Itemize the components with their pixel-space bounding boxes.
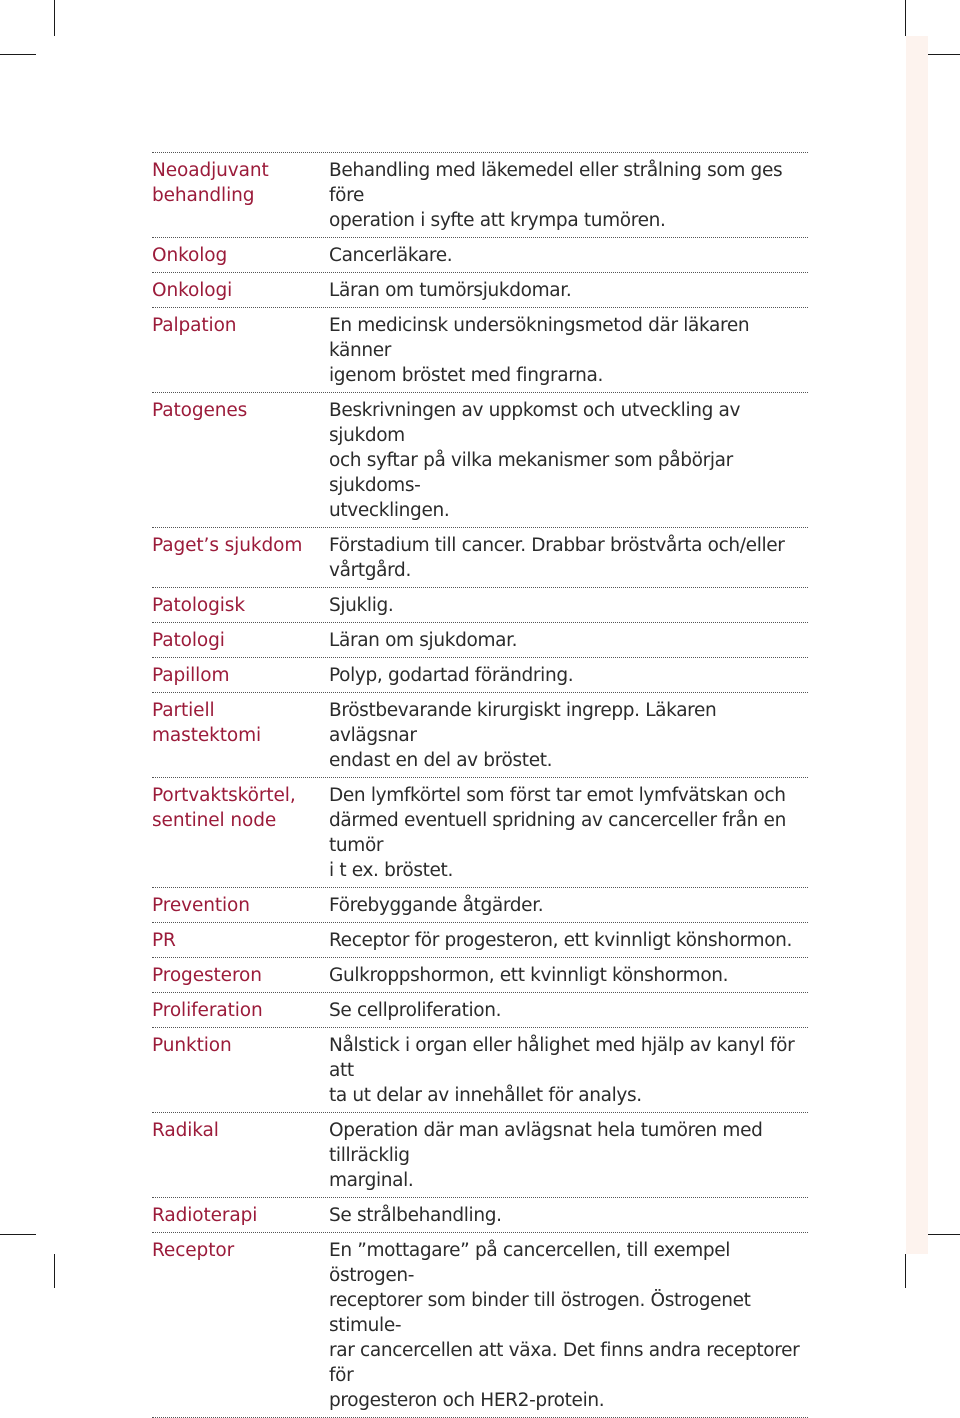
glossary-term: Patogenes: [152, 400, 248, 421]
glossary-row: [152, 393, 808, 528]
crop-mark-bottom-right-vertical: [905, 1254, 906, 1288]
crop-mark-bottom-left-horizontal: [0, 1234, 36, 1235]
glossary-row: [152, 588, 808, 623]
glossary-term: PR: [152, 930, 176, 951]
glossary-row: [152, 888, 808, 923]
glossary-definition: Se strålbehandling.: [329, 1205, 502, 1226]
glossary-term: Punktion: [152, 1035, 232, 1056]
glossary-definition: En medicinsk undersökningsmetod där läkaren känner igenom bröstet med fingrarna.: [329, 315, 750, 386]
glossary-term: Receptor: [152, 1240, 235, 1261]
glossary-row: [152, 623, 808, 658]
crop-mark-top-left-horizontal: [0, 54, 36, 55]
glossary-definition: Läran om sjukdomar.: [329, 630, 518, 651]
glossary-row: [152, 693, 808, 778]
glossary-definition: Förebyggande åtgärder.: [329, 895, 544, 916]
glossary-row: [152, 1113, 808, 1198]
crop-mark-top-right-horizontal: [926, 54, 960, 55]
glossary-definition: Läran om tumörsjukdomar.: [329, 280, 572, 301]
glossary-row: [152, 528, 808, 588]
glossary-definition: Behandling med läkemedel eller strålning som ges före operation i syfte att krympa tumören.: [329, 160, 783, 231]
glossary-term: Radikal: [152, 1120, 219, 1141]
glossary-row: [152, 273, 808, 308]
glossary-row: [152, 923, 808, 958]
glossary-row: [152, 1233, 808, 1418]
glossary-row: [152, 658, 808, 693]
glossary-term: Neoadjuvant behandling: [152, 160, 269, 206]
glossary-definition: Polyp, godartad förändring.: [329, 665, 574, 686]
glossary-definition: Gulkroppshormon, ett kvinnligt könshormon.: [329, 965, 729, 986]
glossary-term: Papillom: [152, 665, 230, 686]
glossary-term: Patologi: [152, 630, 225, 651]
glossary-term: Paget’s sjukdom: [152, 535, 303, 556]
glossary-term: Portvaktskörtel, sentinel node: [152, 785, 296, 831]
glossary-term: Radioterapi: [152, 1205, 258, 1226]
glossary-row: [152, 153, 808, 238]
glossary-table: [152, 152, 808, 1418]
glossary-definition: Receptor för progesteron, ett kvinnligt könshormon.: [329, 930, 793, 951]
glossary-definition: Se cellproliferation.: [329, 1000, 502, 1021]
glossary-term: Prevention: [152, 895, 250, 916]
glossary-definition: Beskrivningen av uppkomst och utveckling av sjukdom och syftar på vilka mekanismer som påbörjar sjukdoms- utvecklingen.: [329, 400, 741, 521]
glossary-term: Patologisk: [152, 595, 245, 616]
glossary-row: [152, 1028, 808, 1113]
crop-mark-bottom-right-horizontal: [926, 1234, 960, 1235]
glossary-row: [152, 958, 808, 993]
glossary-term: Onkologi: [152, 280, 233, 301]
glossary-term: Progesteron: [152, 965, 262, 986]
glossary-term: Proliferation: [152, 1000, 263, 1021]
glossary-definition: Den lymfkörtel som först tar emot lymfvätskan och därmed eventuell spridning av cancerceller från en tumör i t ex. bröstet.: [329, 785, 786, 881]
glossary-definition: Operation där man avlägsnat hela tumören med tillräcklig marginal.: [329, 1120, 763, 1191]
glossary-term: Onkolog: [152, 245, 228, 266]
glossary-row: [152, 993, 808, 1028]
glossary-definition: En ”mottagare” på cancercellen, till exempel östrogen- receptorer som binder till östrogen. Östrogenet stimule- rar cancercellen att växa. Det finns andra receptorer för progesteron och HER2-protein.: [329, 1240, 800, 1411]
glossary-row: [152, 238, 808, 273]
crop-mark-bottom-left-vertical: [54, 1254, 55, 1288]
glossary-definition: Bröstbevarande kirurgiskt ingrepp. Läkaren avlägsnar endast en del av bröstet.: [329, 700, 717, 771]
glossary-definition: Sjuklig.: [329, 595, 394, 616]
glossary-definition: Cancerläkare.: [329, 245, 453, 266]
glossary-row: [152, 1198, 808, 1233]
glossary-term: Partiell mastektomi: [152, 700, 262, 746]
crop-mark-top-right-vertical: [905, 0, 906, 36]
glossary-row: [152, 778, 808, 888]
glossary-term: Palpation: [152, 315, 237, 336]
crop-mark-top-left-vertical: [54, 0, 55, 36]
glossary-definition: Nålstick i organ eller hålighet med hjälp av kanyl för att ta ut delar av innehållet för analys.: [329, 1035, 795, 1106]
side-color-strip: [906, 36, 928, 1254]
glossary-definition: Förstadium till cancer. Drabbar bröstvårta och/eller vårtgård.: [329, 535, 785, 581]
glossary-row: [152, 308, 808, 393]
